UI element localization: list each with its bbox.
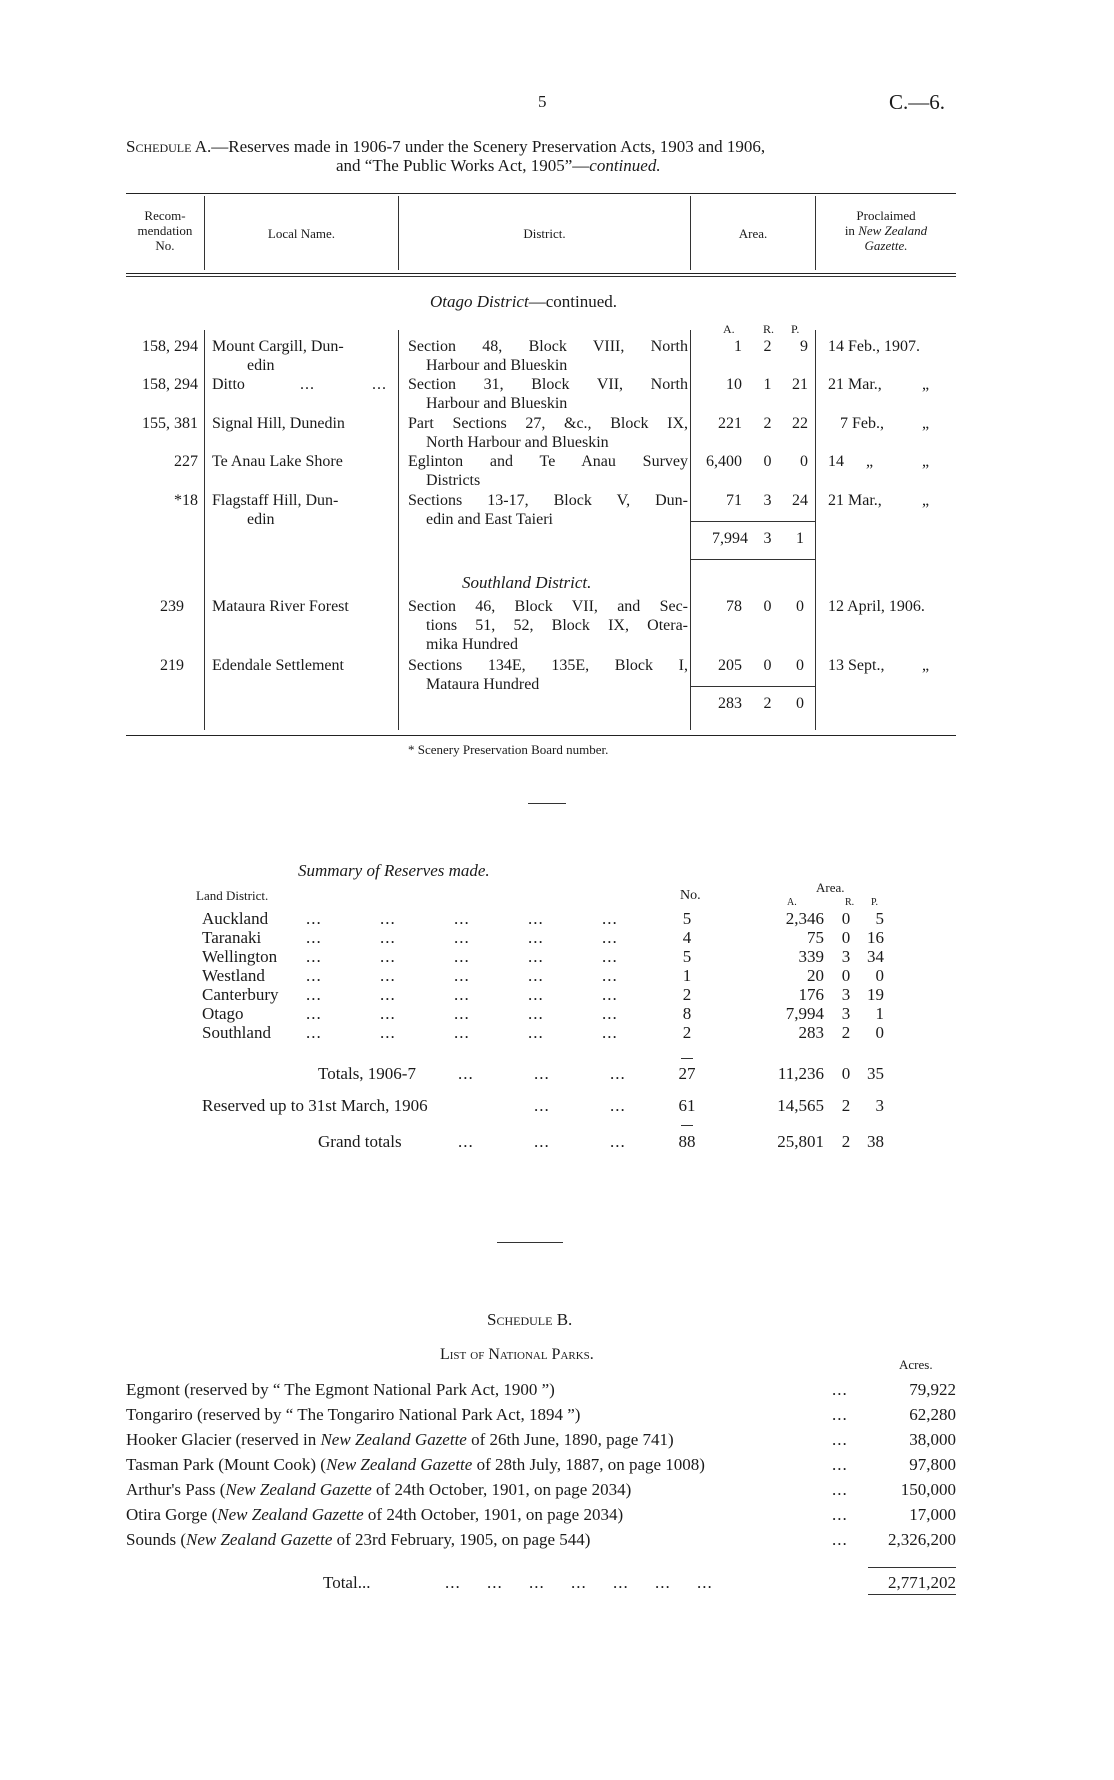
summary-row-leader-dots: ... bbox=[602, 1023, 618, 1042]
col-header-proclaimed-in: in bbox=[844, 223, 855, 238]
col-header-proclaimed-gazette-name: New Zealand bbox=[858, 223, 928, 238]
park-name: Arthur's Pass ( bbox=[126, 1480, 226, 1499]
summary-unit-p: P. bbox=[871, 897, 878, 908]
otago-row-4-ditto-mid: „ bbox=[866, 453, 874, 470]
southland-total-perches: 0 bbox=[796, 695, 804, 712]
summary-row-leader-dots: ... bbox=[602, 966, 618, 985]
summary-reserved-label: Reserved up to 31st March, 1906 bbox=[202, 1096, 428, 1115]
southland-row-2-district bbox=[408, 656, 688, 694]
park-name: Tongariro (reserved by “ The Tongariro National Park Act, 1894 ”) bbox=[126, 1405, 581, 1424]
park-gazette-reference: of 24th October, 1901, on page 2034) bbox=[371, 1480, 632, 1499]
summary-row-leader-dots: ... bbox=[454, 1023, 470, 1042]
summary-row-leader-dots: ... bbox=[528, 966, 544, 985]
footnote: * Scenery Preservation Board number. bbox=[408, 742, 609, 757]
southland-row-2-gazette: 13 Sept., bbox=[828, 657, 885, 674]
park-acres: 2,326,200 bbox=[888, 1530, 956, 1549]
summary-row-leader-dots: ... bbox=[380, 1004, 396, 1023]
summary-row-district: Canterbury bbox=[202, 985, 279, 1004]
otago-row-4-ditto: „ bbox=[922, 453, 930, 470]
otago-row-2-rec: 158, 294 bbox=[142, 376, 198, 393]
otago-row-5-roods: 3 bbox=[763, 492, 772, 509]
summary-row-leader-dots: ... bbox=[528, 985, 544, 1004]
summary-row-leader-dots: ... bbox=[306, 966, 322, 985]
otago-row-5-local-line2: edin bbox=[247, 511, 275, 528]
southland-row-2-local: Edendale Settlement bbox=[212, 657, 344, 674]
otago-row-5-district bbox=[408, 491, 688, 529]
southland-row-1-district bbox=[408, 597, 688, 654]
otago-row-3-district-line1: Part Sections 27, &c., Block IX, bbox=[408, 415, 688, 432]
section-divider bbox=[528, 803, 566, 804]
summary-totals-no: 27 bbox=[678, 1064, 696, 1083]
southland-row-2-ditto: „ bbox=[922, 657, 930, 674]
summary-reserved-no: 61 bbox=[678, 1096, 696, 1115]
summary-row-acres: 7,994 bbox=[785, 1004, 824, 1023]
park-name: Sounds ( bbox=[126, 1530, 186, 1549]
park-acres: 17,000 bbox=[909, 1505, 956, 1524]
otago-row-5-local-line1: Flagstaff Hill, Dun- bbox=[212, 492, 339, 509]
park-gazette-name: New Zealand Gazette bbox=[320, 1430, 467, 1449]
summary-grand-perches: 38 bbox=[867, 1132, 884, 1151]
otago-row-1-local-line1: Mount Cargill, Dun- bbox=[212, 338, 344, 355]
summary-row-leader-dots: ... bbox=[528, 947, 544, 966]
summary-totals-dots-2: ... bbox=[534, 1064, 550, 1083]
summary-unit-r: R. bbox=[845, 897, 855, 908]
summary-row-district: Auckland bbox=[202, 909, 269, 928]
summary-unit-a: A. bbox=[787, 897, 797, 908]
summary-row-no: 5 bbox=[682, 947, 692, 966]
southland-row-1-local: Mataura River Forest bbox=[212, 598, 349, 615]
otago-row-2-district-line1: Section 31, Block VII, North bbox=[408, 376, 688, 393]
summary-row-acres: 75 bbox=[807, 928, 824, 947]
summary-row-leader-dots: ... bbox=[380, 985, 396, 1004]
summary-row-perches: 19 bbox=[867, 985, 884, 1004]
otago-row-5-local bbox=[212, 491, 396, 529]
summary-row-roods: 2 bbox=[841, 1023, 851, 1042]
otago-row-2-local-dots-2: ... bbox=[372, 376, 387, 393]
col-header-rec-line3: No. bbox=[155, 238, 175, 253]
park-acres: 38,000 bbox=[909, 1430, 956, 1449]
summary-row-acres: 2,346 bbox=[785, 909, 824, 928]
summary-row-leader-dots: ... bbox=[380, 1023, 396, 1042]
otago-row-2-district bbox=[408, 375, 688, 413]
southland-row-2-perches: 0 bbox=[796, 657, 804, 674]
summary-row-roods: 0 bbox=[841, 909, 851, 928]
otago-row-4-district bbox=[408, 452, 688, 490]
document-series: C.—6. bbox=[889, 90, 946, 114]
park-gazette-reference: of 24th October, 1901, on page 2034) bbox=[363, 1505, 624, 1524]
otago-row-2-local: Ditto bbox=[212, 376, 245, 393]
summary-row-leader-dots: ... bbox=[380, 928, 396, 947]
summary-grand-dots-2: ... bbox=[534, 1132, 550, 1151]
summary-row-acres: 283 bbox=[798, 1023, 824, 1042]
col-header-rec-line1: Recom- bbox=[144, 208, 186, 223]
otago-row-1-perches: 9 bbox=[800, 338, 808, 355]
col-header-local-name: Local Name. bbox=[267, 226, 336, 241]
otago-row-1-acres: 1 bbox=[734, 338, 742, 355]
park-acres: 150,000 bbox=[900, 1480, 956, 1499]
park-leader-dots: ... bbox=[832, 1455, 848, 1474]
southland-row-1-perches: 0 bbox=[796, 598, 804, 615]
summary-grand-dots-3: ... bbox=[610, 1132, 626, 1151]
col-header-district: District. bbox=[523, 226, 566, 241]
summary-col-area: Area. bbox=[816, 880, 845, 895]
summary-row-leader-dots: ... bbox=[380, 966, 396, 985]
summary-row-leader-dots: ... bbox=[380, 909, 396, 928]
southland-row-2-district-line1: Sections 134E, 135E, Block I, bbox=[408, 657, 688, 674]
otago-row-3-roods: 2 bbox=[763, 415, 772, 432]
otago-row-4-gazette: 14 bbox=[828, 453, 844, 470]
summary-row-acres: 20 bbox=[807, 966, 824, 985]
summary-grand-roods: 2 bbox=[841, 1132, 851, 1151]
otago-row-1-roods: 2 bbox=[763, 338, 772, 355]
park-acres: 97,800 bbox=[909, 1455, 956, 1474]
col-header-proclaimed-line3: Gazette. bbox=[864, 238, 908, 253]
summary-row-leader-dots: ... bbox=[380, 947, 396, 966]
park-name: Tasman Park (Mount Cook) ( bbox=[126, 1455, 326, 1474]
summary-row-leader-dots: ... bbox=[454, 909, 470, 928]
col-header-rec-line2: mendation bbox=[137, 223, 193, 238]
southland-row-2-acres: 205 bbox=[718, 657, 742, 674]
southland-row-2-rec: 219 bbox=[160, 657, 184, 674]
summary-row-perches: 16 bbox=[867, 928, 884, 947]
summary-row-acres: 339 bbox=[798, 947, 824, 966]
park-gazette-name: New Zealand Gazette bbox=[185, 1530, 333, 1549]
otago-row-5-rec: *18 bbox=[174, 492, 198, 509]
summary-row-leader-dots: ... bbox=[306, 909, 322, 928]
otago-row-3-gazette: 7 Feb., bbox=[840, 415, 884, 432]
park-leader-dots: ... bbox=[832, 1405, 848, 1424]
summary-totals-dots: ... bbox=[458, 1064, 474, 1083]
col-header-proclaimed-line1: Proclaimed bbox=[856, 208, 916, 223]
otago-row-3-district bbox=[408, 414, 688, 452]
schedule-b-title: Schedule B. bbox=[487, 1310, 573, 1329]
otago-row-2-district-line2: Harbour and Blueskin bbox=[426, 395, 568, 412]
summary-row-roods: 0 bbox=[841, 966, 851, 985]
otago-row-4-roods: 0 bbox=[763, 453, 772, 470]
southland-row-1-district-line2: tions 51, 52, Block IX, Otera- bbox=[426, 617, 688, 634]
otago-row-4-district-line2: Districts bbox=[426, 472, 481, 489]
col-header-area: Area. bbox=[738, 226, 768, 241]
summary-reserved-roods: 2 bbox=[841, 1096, 851, 1115]
otago-row-1-local bbox=[212, 337, 396, 375]
page-number: 5 bbox=[538, 92, 547, 111]
summary-reserved-acres: 14,565 bbox=[777, 1096, 824, 1115]
otago-row-3-local: Signal Hill, Dunedin bbox=[212, 415, 345, 432]
summary-row-leader-dots: ... bbox=[528, 1023, 544, 1042]
southland-row-2-district-line2: Mataura Hundred bbox=[426, 676, 540, 693]
park-gazette-name: New Zealand Gazette bbox=[325, 1455, 473, 1474]
park-name: Hooker Glacier (reserved in bbox=[126, 1430, 321, 1449]
summary-row-leader-dots: ... bbox=[454, 1004, 470, 1023]
summary-row-leader-dots: ... bbox=[306, 928, 322, 947]
otago-row-2-acres: 10 bbox=[726, 376, 742, 393]
summary-row-perches: 0 bbox=[875, 1023, 884, 1042]
summary-row-leader-dots: ... bbox=[528, 928, 544, 947]
summary-row-leader-dots: ... bbox=[454, 985, 470, 1004]
park-acres: 62,280 bbox=[909, 1405, 956, 1424]
park-leader-dots: ... bbox=[832, 1530, 848, 1549]
summary-reserved-dots: ... bbox=[534, 1096, 550, 1115]
otago-row-2-perches: 21 bbox=[792, 376, 808, 393]
summary-row-no: 2 bbox=[682, 1023, 692, 1042]
otago-row-2-gazette: 21 Mar., bbox=[828, 376, 882, 393]
section-divider-2 bbox=[497, 1242, 563, 1243]
schedule-a-title bbox=[126, 137, 956, 156]
otago-row-2-roods: 1 bbox=[763, 376, 772, 393]
summary-reserved-perches: 3 bbox=[875, 1096, 884, 1115]
summary-row-roods: 3 bbox=[841, 985, 851, 1004]
park-name: Egmont (reserved by “ The Egmont National Park Act, 1900 ”) bbox=[126, 1380, 555, 1399]
summary-row-leader-dots: ... bbox=[306, 1023, 322, 1042]
summary-totals-roods: 0 bbox=[841, 1064, 851, 1083]
summary-row-leader-dots: ... bbox=[602, 928, 618, 947]
schedule-b-total-label: Total... bbox=[323, 1573, 371, 1592]
otago-row-1-local-line2: edin bbox=[247, 357, 275, 374]
southland-total-acres: 283 bbox=[718, 695, 742, 712]
summary-row-perches: 5 bbox=[875, 909, 884, 928]
park-gazette-reference: of 26th June, 1890, page 741) bbox=[466, 1430, 674, 1449]
southland-row-1-district-line1: Section 46, Block VII, and Sec- bbox=[408, 598, 688, 615]
otago-heading bbox=[430, 292, 617, 311]
summary-row-leader-dots: ... bbox=[454, 966, 470, 985]
otago-row-4-local: Te Anau Lake Shore bbox=[212, 453, 343, 470]
park-name: Otira Gorge ( bbox=[126, 1505, 218, 1524]
summary-row-district: Taranaki bbox=[202, 928, 262, 947]
southland-total-roods: 2 bbox=[763, 695, 772, 712]
otago-row-4-district-line1: Eglinton and Te Anau Survey bbox=[408, 453, 688, 470]
park-gazette-reference: of 28th July, 1887, on page 1008) bbox=[472, 1455, 705, 1474]
area-unit-p: P. bbox=[791, 322, 800, 336]
summary-totals-dots-3: ... bbox=[610, 1064, 626, 1083]
summary-row-no: 1 bbox=[682, 966, 692, 985]
summary-row-acres: 176 bbox=[798, 985, 824, 1004]
schedule-a-label: Schedule bbox=[126, 137, 192, 156]
summary-row-perches: 1 bbox=[875, 1004, 884, 1023]
summary-row-leader-dots: ... bbox=[602, 947, 618, 966]
otago-row-1-district-line2: Harbour and Blueskin bbox=[426, 357, 568, 374]
otago-row-1-gazette: 14 Feb., 1907. bbox=[828, 338, 920, 355]
park-gazette-name: New Zealand Gazette bbox=[217, 1505, 364, 1524]
otago-row-1-district bbox=[408, 337, 688, 375]
southland-row-1-rec: 239 bbox=[160, 598, 184, 615]
otago-total-perches: 1 bbox=[796, 530, 804, 547]
summary-totals-acres: 11,236 bbox=[777, 1064, 824, 1083]
schedule-a-title-line2 bbox=[336, 156, 661, 175]
otago-row-4-perches: 0 bbox=[800, 453, 808, 470]
otago-row-1-district-line1: Section 48, Block VIII, North bbox=[408, 338, 688, 355]
summary-row-roods: 3 bbox=[841, 1004, 851, 1023]
southland-row-1-gazette: 12 April, 1906. bbox=[828, 598, 925, 615]
otago-row-2-ditto: „ bbox=[922, 376, 930, 393]
summary-row-leader-dots: ... bbox=[454, 947, 470, 966]
summary-row-leader-dots: ... bbox=[306, 985, 322, 1004]
otago-row-1-rec: 158, 294 bbox=[142, 338, 198, 355]
summary-col-no: No. bbox=[680, 888, 701, 903]
area-unit-a: A. bbox=[723, 322, 735, 336]
summary-row-no: 4 bbox=[682, 928, 692, 947]
southland-row-1-roods: 0 bbox=[763, 598, 772, 615]
summary-row-leader-dots: ... bbox=[528, 1004, 544, 1023]
otago-row-4-rec: 227 bbox=[174, 453, 198, 470]
summary-row-no: 5 bbox=[682, 909, 692, 928]
summary-reserved-dots-2: ... bbox=[610, 1096, 626, 1115]
otago-total-acres: 7,994 bbox=[712, 530, 748, 547]
schedule-b-total-dots: ... ... ... ... ... ... ... bbox=[445, 1573, 713, 1592]
southland-row-1-district-line3: mika Hundred bbox=[426, 636, 518, 653]
schedule-a-title-continued: continued. bbox=[589, 156, 661, 175]
otago-row-5-acres: 71 bbox=[726, 492, 742, 509]
summary-row-district: Otago bbox=[202, 1004, 244, 1023]
park-leader-dots: ... bbox=[832, 1480, 848, 1499]
otago-row-5-gazette: 21 Mar., bbox=[828, 492, 882, 509]
national-park-entry bbox=[126, 1455, 705, 1474]
summary-row-perches: 0 bbox=[875, 966, 884, 985]
otago-row-5-ditto: „ bbox=[922, 492, 930, 509]
summary-row-district: Southland bbox=[202, 1023, 271, 1042]
national-park-entry bbox=[126, 1505, 623, 1524]
summary-row-leader-dots: ... bbox=[602, 909, 618, 928]
summary-row-district: Westland bbox=[202, 966, 265, 985]
national-park-entry bbox=[126, 1480, 631, 1499]
summary-totals-label: Totals, 1906-7 bbox=[318, 1064, 416, 1083]
schedule-b-acres-header: Acres. bbox=[899, 1357, 933, 1372]
summary-row-leader-dots: ... bbox=[602, 1004, 618, 1023]
summary-title: Summary of Reserves made. bbox=[298, 861, 490, 880]
summary-row-leader-dots: ... bbox=[528, 909, 544, 928]
otago-row-5-perches: 24 bbox=[792, 492, 808, 509]
park-acres: 79,922 bbox=[909, 1380, 956, 1399]
summary-col-district: Land District. bbox=[196, 888, 269, 903]
national-park-entry bbox=[126, 1380, 555, 1399]
otago-row-3-rec: 155, 381 bbox=[142, 415, 198, 432]
park-leader-dots: ... bbox=[832, 1380, 848, 1399]
summary-row-roods: 3 bbox=[841, 947, 851, 966]
otago-row-5-district-line1: Sections 13-17, Block V, Dun- bbox=[408, 492, 688, 509]
otago-row-4-acres: 6,400 bbox=[706, 453, 742, 470]
park-gazette-name: New Zealand Gazette bbox=[225, 1480, 372, 1499]
summary-grand-acres: 25,801 bbox=[777, 1132, 824, 1151]
summary-grand-no: 88 bbox=[678, 1132, 696, 1151]
summary-row-leader-dots: ... bbox=[306, 1004, 322, 1023]
otago-row-3-acres: 221 bbox=[718, 415, 742, 432]
summary-row-no: 2 bbox=[682, 985, 692, 1004]
schedule-b-total-value: 2,771,202 bbox=[888, 1573, 956, 1592]
col-header-recommendation bbox=[126, 208, 204, 253]
park-leader-dots: ... bbox=[832, 1505, 848, 1524]
park-gazette-reference: of 23rd February, 1905, on page 544) bbox=[332, 1530, 591, 1549]
otago-row-3-perches: 22 bbox=[792, 415, 808, 432]
park-leader-dots: ... bbox=[832, 1430, 848, 1449]
schedule-a-title-text: A.—Reserves made in 1906-7 under the Scenery Preservation Acts, 1903 and 1906, bbox=[194, 137, 766, 156]
summary-row-no: 8 bbox=[682, 1004, 692, 1023]
schedule-a-title-line2-text: and “The Public Works Act, 1905”— bbox=[336, 156, 590, 175]
southland-row-1-acres: 78 bbox=[726, 598, 742, 615]
otago-row-5-district-line2: edin and East Taieri bbox=[426, 511, 553, 528]
summary-row-perches: 34 bbox=[867, 947, 884, 966]
summary-row-roods: 0 bbox=[841, 928, 851, 947]
otago-row-2-local-dots: ... bbox=[300, 376, 315, 393]
summary-grand-label: Grand totals bbox=[318, 1132, 402, 1151]
otago-total-roods: 3 bbox=[763, 530, 772, 547]
otago-row-3-ditto: „ bbox=[922, 415, 930, 432]
southland-row-2-roods: 0 bbox=[763, 657, 772, 674]
otago-heading-name: Otago District bbox=[430, 292, 529, 311]
southland-heading: Southland District. bbox=[462, 573, 592, 592]
schedule-b-subtitle: List of National Parks. bbox=[440, 1346, 594, 1363]
otago-heading-continued: —continued. bbox=[528, 292, 617, 311]
national-park-entry bbox=[126, 1405, 580, 1424]
summary-row-district: Wellington bbox=[202, 947, 278, 966]
otago-row-3-district-line2: North Harbour and Blueskin bbox=[426, 434, 609, 451]
summary-grand-dots: ... bbox=[458, 1132, 474, 1151]
summary-totals-perches: 35 bbox=[867, 1064, 884, 1083]
national-park-entry bbox=[126, 1530, 590, 1549]
col-header-proclaimed bbox=[816, 208, 956, 253]
area-unit-r: R. bbox=[763, 322, 775, 336]
summary-row-leader-dots: ... bbox=[602, 985, 618, 1004]
summary-row-leader-dots: ... bbox=[306, 947, 322, 966]
summary-row-leader-dots: ... bbox=[454, 928, 470, 947]
national-park-entry bbox=[126, 1430, 674, 1449]
